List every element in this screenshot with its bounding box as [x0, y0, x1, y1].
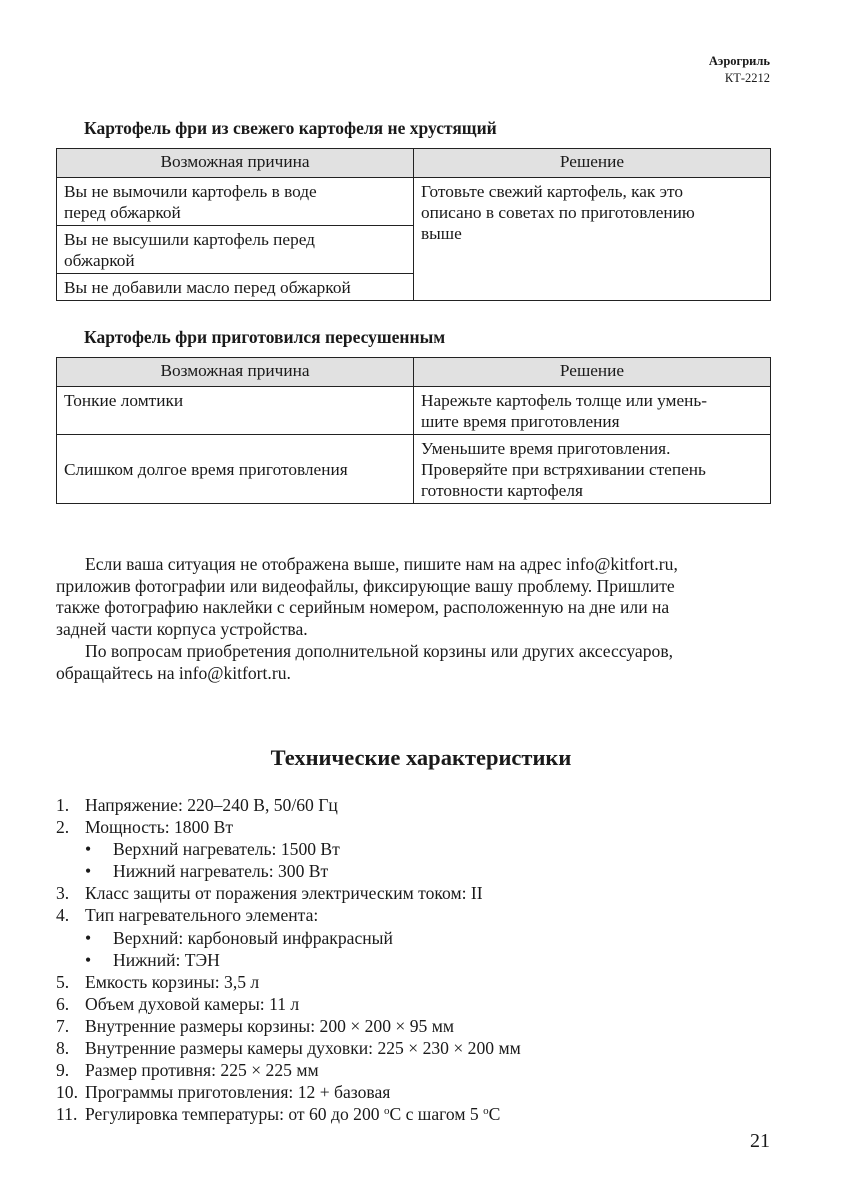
list-subitem [56, 927, 771, 949]
degree-mark: о [383, 1105, 390, 1118]
list-item [56, 1015, 771, 1037]
column-header-solution: Решение [414, 358, 771, 387]
item-text: Нижний: ТЭН [113, 949, 220, 970]
item-text: Нижний нагреватель: 300 Вт [113, 861, 329, 882]
list-item [56, 971, 771, 993]
list-item [56, 904, 771, 926]
cause-cell [57, 226, 414, 274]
list-subitem [56, 838, 771, 860]
paragraph-line: приложив фотографии или видеофайлы, фиксирующие вашу проблему. Пришлите [56, 575, 675, 596]
paragraph-line: также фотографию наклейки с серийным номером, расположенную на дне или на [56, 597, 670, 618]
paragraph-line: По вопросам приобретения дополнительной корзины или других аксессуаров, [85, 641, 674, 661]
item-text: Напряжение: 220–240 В, 50/60 Гц [85, 795, 338, 815]
solution-text-line: выше [421, 224, 462, 243]
list-item [56, 1103, 771, 1125]
list-item [56, 816, 771, 838]
list-item [56, 1081, 771, 1103]
page-number: 21 [750, 1130, 770, 1152]
item-text-part: Регулировка температуры: от 60 до 200 [85, 1104, 384, 1125]
list-item [56, 1059, 771, 1081]
item-text: Верхний: карбоновый инфракрасный [113, 927, 393, 948]
troubleshooting-table-not-crispy [56, 148, 771, 301]
item-text: Внутренние размеры корзины: 200 × 200 × 95 мм [85, 1015, 455, 1036]
running-header [709, 53, 770, 87]
section-title-not-crispy: Картофель фри из свежего картофеля не хрустящий [84, 118, 497, 138]
header-model: КТ-2212 [724, 71, 770, 85]
table-row [57, 435, 771, 504]
item-number: 1. [56, 795, 70, 815]
item-text: Класс защиты от поражения электрическим током: II [85, 883, 483, 904]
item-number: 2. [56, 817, 70, 838]
paragraph-line: задней части корпуса устройства. [56, 619, 308, 640]
item-number: 11. [56, 1104, 78, 1125]
item-number: 4. [56, 905, 70, 926]
cause-text-line: перед обжаркой [64, 203, 181, 222]
bullet: • [85, 861, 92, 882]
solution-text-line: Нарежьте картофель толще или умень- [421, 391, 708, 410]
solution-text-line: готовности картофеля [421, 481, 583, 500]
bullet: • [85, 949, 92, 970]
solution-cell [414, 178, 771, 301]
paragraph-line: обращайтесь на info@kitfort.ru. [56, 662, 291, 683]
specs-title: Технические характеристики [270, 745, 572, 770]
item-number: 5. [56, 971, 70, 992]
item-number: 7. [56, 1015, 70, 1036]
item-number: 10. [56, 1082, 78, 1103]
item-text: Программы приготовления: 12 + базовая [85, 1082, 391, 1103]
list-subitem [56, 949, 771, 971]
cause-text-line: Вы не высушили картофель перед [64, 230, 315, 249]
solution-text-line: Готовьте свежий картофель, как это [421, 182, 684, 201]
specs-list [56, 794, 771, 1125]
item-text-part: С [488, 1104, 501, 1125]
table-row [57, 387, 771, 435]
table-row [57, 178, 771, 226]
accessories-paragraph [56, 641, 771, 684]
item-number: 6. [56, 993, 70, 1014]
item-text: Тип нагревательного элемента: [85, 905, 319, 926]
solution-text-line: шите время приготовления [421, 412, 620, 431]
item-number: 3. [56, 883, 70, 904]
list-item [56, 993, 771, 1015]
item-text: Верхний нагреватель: 1500 Вт [113, 839, 340, 860]
cause-cell [57, 274, 414, 301]
list-item [56, 882, 771, 904]
item-text [85, 1104, 500, 1124]
item-text-part: С с шагом 5 [389, 1104, 484, 1125]
degree-mark: о [483, 1105, 489, 1118]
solution-text-line: Уменьшите время приготовления. [421, 439, 671, 458]
solution-cell [414, 387, 771, 435]
solution-cell [414, 435, 771, 504]
item-text: Объем духовой камеры: 11 л [85, 993, 300, 1014]
header-product-name: Аэрогриль [708, 54, 770, 68]
table-header-row [57, 149, 771, 178]
solution-text-line: описано в советах по приготовлению [421, 203, 695, 222]
column-header-cause: Возможная причина [57, 358, 414, 387]
item-text: Размер противня: 225 × 225 мм [85, 1060, 319, 1081]
list-subitem [56, 860, 771, 882]
item-number: 9. [56, 1060, 70, 1081]
item-text: Внутренние размеры камеры духовки: 225 × 230 × 200 мм [85, 1038, 521, 1059]
bullet: • [85, 839, 92, 860]
cause-cell [57, 178, 414, 226]
contact-paragraph [56, 554, 771, 641]
list-item [56, 1037, 771, 1059]
column-header-solution: Решение [414, 149, 771, 178]
paragraph-line: Если ваша ситуация не отображена выше, пишите нам на адрес info@kitfort.ru, [85, 554, 678, 574]
item-text: Мощность: 1800 Вт [85, 817, 234, 838]
item-number: 8. [56, 1038, 70, 1059]
cause-text-line: Вы не вымочили картофель в воде [64, 182, 317, 201]
troubleshooting-table-overdried [56, 357, 771, 504]
cause-cell: Тонкие ломтики [57, 387, 414, 435]
table-header-row [57, 358, 771, 387]
bullet: • [85, 927, 92, 948]
section-title-overdried: Картофель фри приготовился пересушенным [84, 327, 446, 347]
cause-cell: Слишком долгое время приготовления [57, 435, 414, 504]
item-text: Емкость корзины: 3,5 л [85, 971, 260, 992]
cause-text-line: обжаркой [64, 251, 135, 270]
list-item [56, 794, 771, 816]
cause-text-line: Вы не добавили масло перед обжаркой [64, 278, 351, 297]
solution-text-line: Проверяйте при встряхивании степень [421, 460, 706, 479]
column-header-cause: Возможная причина [57, 149, 414, 178]
